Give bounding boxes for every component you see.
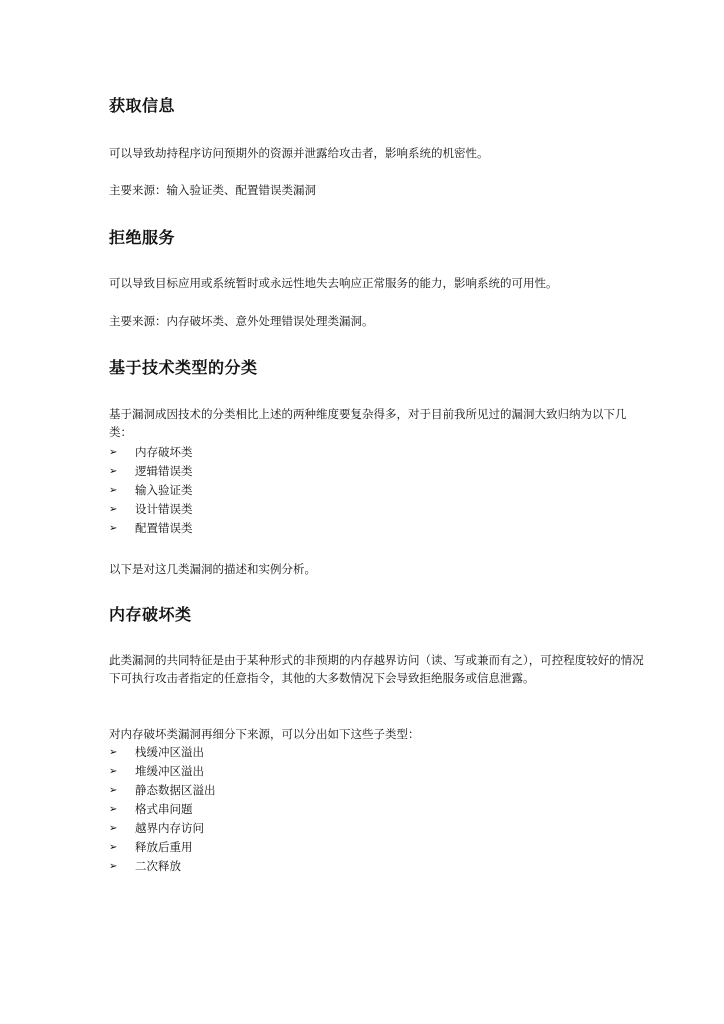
dos-p2-wrap [109,312,649,330]
heading-memory: 内存破坏类 [109,605,192,624]
arrow-bullet-icon: ➢ [109,504,118,515]
heading-dos: 拒绝服务 [109,228,176,247]
list-item-label: 静态数据区溢出 [135,783,216,797]
arrow-bullet-icon: ➢ [109,785,118,796]
memory-paragraph-2: 对内存破坏类漏洞再细分下来源，可以分出如下这些子类型： [109,727,420,741]
list-item [109,781,649,800]
info-paragraph-1: 可以导致劫持程序访问预期外的资源并泄露给攻击者，影响系统的机密性。 [109,146,489,160]
list-item [109,443,649,462]
info-paragraph-2: 主要来源：输入验证类、配置错误类漏洞 [109,183,316,197]
arrow-bullet-icon: ➢ [109,804,118,815]
list-item-label: 内存破坏类 [135,445,193,459]
list-item [109,481,649,500]
list-item-label: 设计错误类 [135,502,193,516]
list-item-label: 释放后重用 [135,840,193,854]
tech-intro: 基于漏洞成因技术的分类相比上述的两种维度要复杂得多，对于目前我所见过的漏洞大致归纳为以下几类： [109,407,627,439]
dos-paragraph-2: 主要来源：内存破坏类、意外处理错误处理类漏洞。 [109,314,374,328]
list-item-label: 栈缓冲区溢出 [135,745,204,759]
dos-p1-wrap [109,274,649,292]
list-item-label: 逻辑错误类 [135,464,193,478]
list-item [109,800,649,819]
list-item-label: 配置错误类 [135,521,193,535]
info-p1-wrap [109,144,649,162]
memory-list-wrap [109,743,649,876]
arrow-bullet-icon: ➢ [109,861,118,872]
tech-intro-wrap [109,405,649,441]
list-item-label: 二次释放 [135,859,181,873]
list-item [109,819,649,838]
section-info [109,95,649,117]
list-item [109,500,649,519]
section-tech [109,357,649,379]
memory-list [109,743,649,876]
heading-tech: 基于技术类型的分类 [109,358,258,377]
arrow-bullet-icon: ➢ [109,766,118,777]
list-item-label: 格式串问题 [135,802,193,816]
tech-outro: 以下是对这几类漏洞的描述和实例分析。 [109,562,316,576]
section-memory [109,604,649,626]
arrow-bullet-icon: ➢ [109,466,118,477]
list-item [109,743,649,762]
arrow-bullet-icon: ➢ [109,485,118,496]
list-item [109,857,649,876]
arrow-bullet-icon: ➢ [109,747,118,758]
list-item [109,762,649,781]
list-item [109,838,649,857]
list-item-label: 堆缓冲区溢出 [135,764,204,778]
list-item [109,519,649,538]
memory-p2-wrap [109,725,649,743]
list-item-label: 输入验证类 [135,483,193,497]
arrow-bullet-icon: ➢ [109,447,118,458]
list-item [109,462,649,481]
memory-paragraph-1: 此类漏洞的共同特征是由于某种形式的非预期的内存越界访问（读、写或兼而有之），可控程度较好的情况下可执行攻击者指定的任意指令，其他的大多数情况下会导致拒绝服务或信息泄露。 [109,653,644,685]
tech-list-wrap [109,443,649,538]
arrow-bullet-icon: ➢ [109,842,118,853]
info-p2-wrap [109,181,649,199]
memory-p1-wrap [109,651,649,687]
list-item-label: 越界内存访问 [135,821,204,835]
arrow-bullet-icon: ➢ [109,523,118,534]
tech-list [109,443,649,538]
tech-outro-wrap [109,560,649,578]
arrow-bullet-icon: ➢ [109,823,118,834]
section-dos [109,227,649,249]
dos-paragraph-1: 可以导致目标应用或系统暂时或永远性地失去响应正常服务的能力，影响系统的可用性。 [109,276,558,290]
heading-info: 获取信息 [109,96,176,115]
